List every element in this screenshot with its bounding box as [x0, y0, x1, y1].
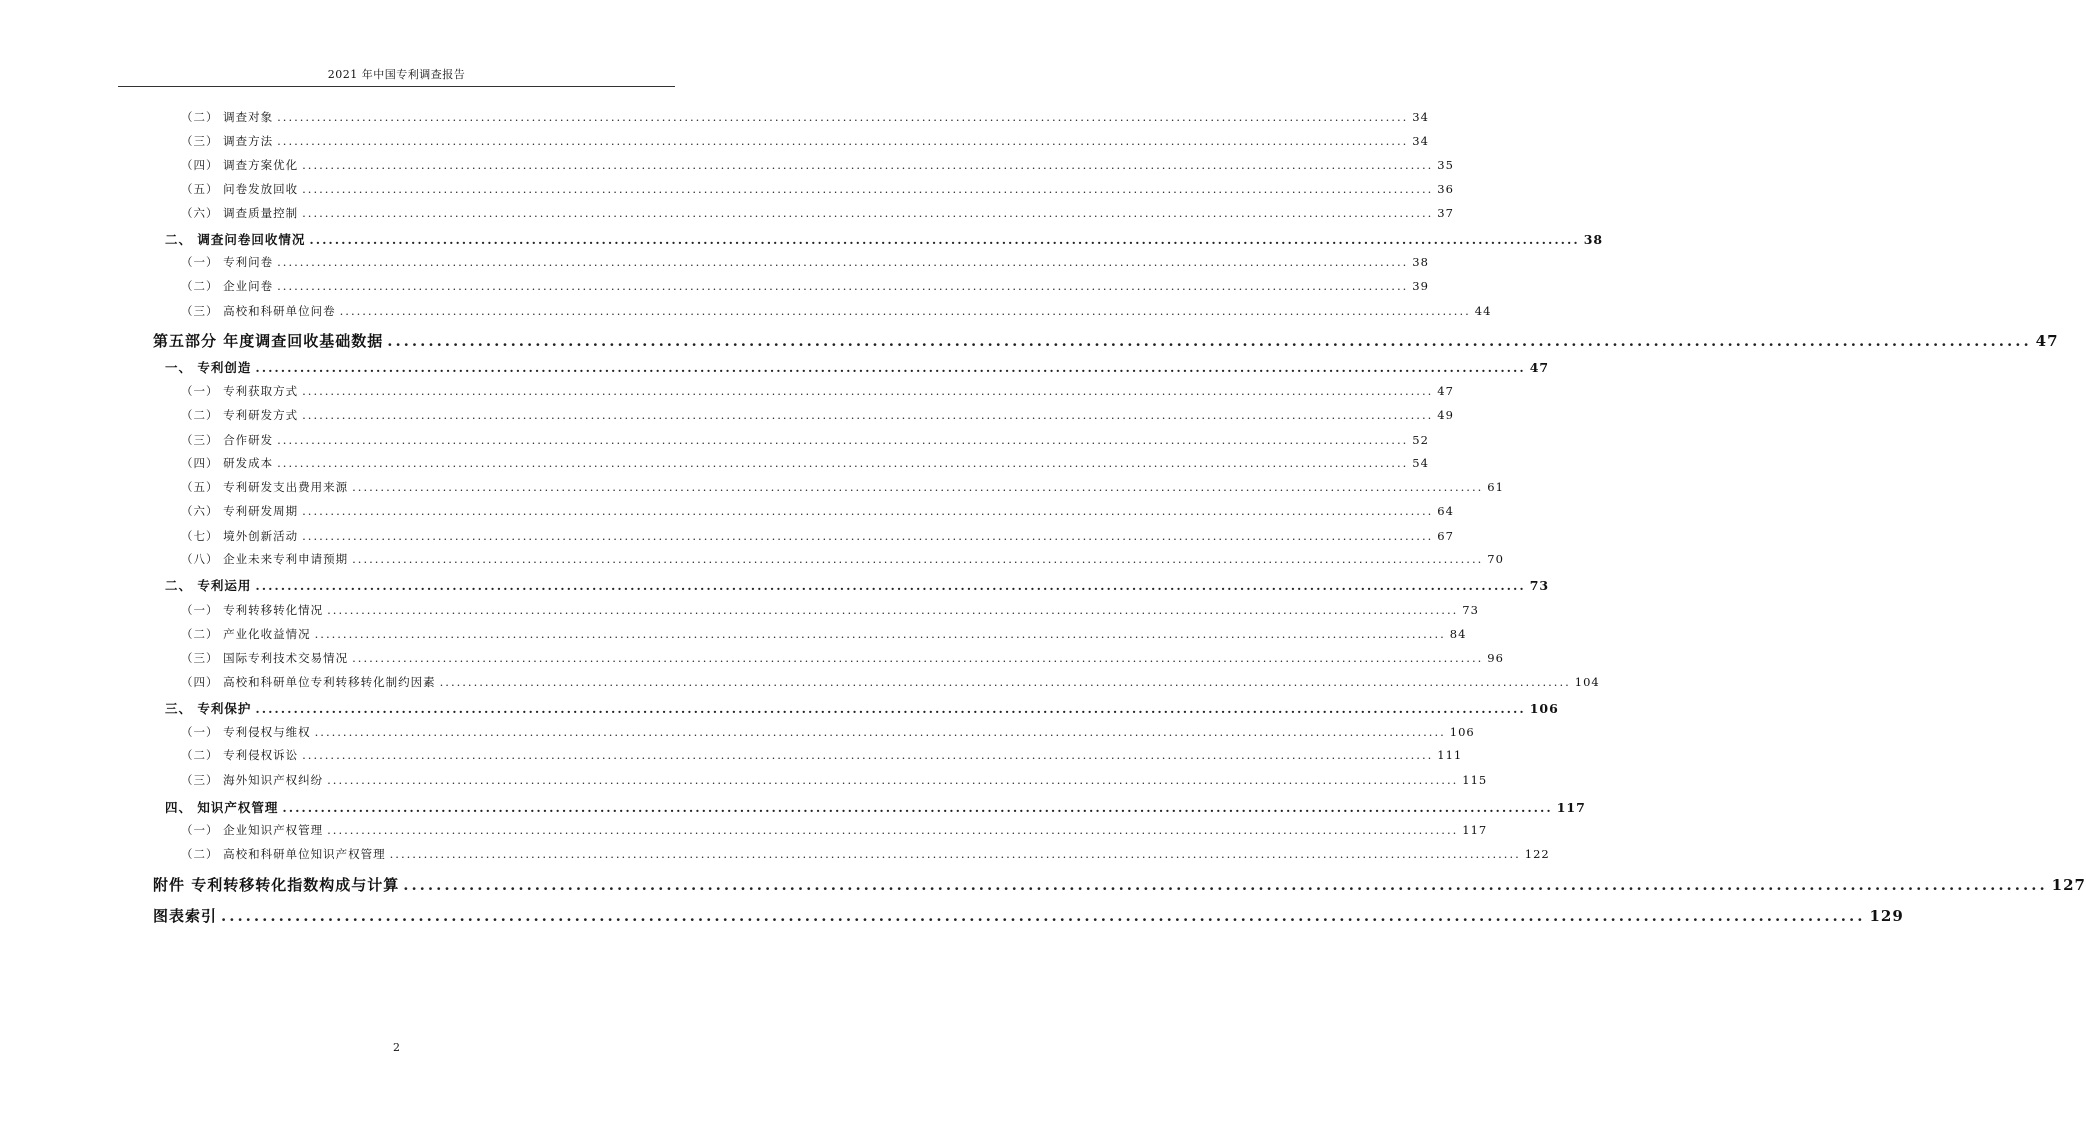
toc-leader-dots: ........................................................................................................................................................................................................: [277, 433, 1409, 447]
page-header-title: 2021 年中国专利调查报告: [327, 68, 466, 81]
toc-entry-label: （四） 研发成本: [181, 456, 274, 470]
toc-entry-label: （一） 专利侵权与维权: [181, 725, 311, 739]
toc-entry[interactable]: [165, 699, 1559, 717]
toc-entry-label: （二） 调查对象: [181, 110, 274, 124]
toc-entry-label: （三） 调查方法: [181, 134, 274, 148]
toc-leader-dots: ........................................................................................................................................................................................................: [277, 279, 1409, 293]
toc-entry-page: 117: [1462, 823, 1488, 837]
toc-entry-page: 73: [1529, 578, 1550, 593]
toc-leader-dots: ........................................................................................................................................................................................................: [302, 408, 1434, 422]
toc-leader-dots: ........................................................................................................................................................................................................: [255, 360, 1526, 375]
toc-leader-dots: ........................................................................................................................................................................................................: [314, 725, 1446, 739]
toc-leader-dots: ........................................................................................................................................................................................................: [339, 304, 1471, 318]
toc-entry-label: （一） 专利转移转化情况: [181, 603, 324, 617]
toc-leader-dots: ........................................................................................................................................................................................................: [277, 134, 1409, 148]
toc-entry[interactable]: [181, 626, 1467, 642]
toc-entry-page: 52: [1412, 433, 1429, 447]
toc-entry[interactable]: [181, 109, 1429, 125]
toc-entry-label: （一） 专利问卷: [181, 255, 274, 269]
toc-entry-label: 一、 专利创造: [165, 360, 252, 375]
toc-entry[interactable]: [181, 822, 1488, 838]
toc-leader-dots: ........................................................................................................................................................................................................: [352, 480, 1484, 494]
toc-leader-dots: ........................................................................................................................................................................................................: [302, 384, 1434, 398]
toc-entry[interactable]: [181, 278, 1429, 294]
toc-entry-page: 47: [1437, 384, 1454, 398]
toc-entry-label: （三） 高校和科研单位问卷: [181, 304, 336, 318]
toc-entry-label: （二） 专利侵权诉讼: [181, 748, 299, 762]
toc-entry-label: （七） 境外创新活动: [181, 529, 299, 543]
toc-leader-dots: ........................................................................................................................................................................................................: [277, 110, 1409, 124]
toc-entry-page: 115: [1462, 773, 1488, 787]
toc-entry[interactable]: [153, 905, 1904, 926]
header-divider: [118, 86, 675, 87]
toc-entry[interactable]: [181, 254, 1429, 270]
toc-leader-dots: ........................................................................................................................................................................................................: [255, 578, 1526, 593]
toc-leader-dots: ........................................................................................................................................................................................................: [302, 748, 1434, 762]
toc-entry-page: 44: [1474, 304, 1492, 318]
toc-entry-page: 49: [1437, 408, 1454, 422]
toc-entry[interactable]: [181, 602, 1479, 618]
toc-entry[interactable]: [181, 407, 1454, 423]
toc-leader-dots: ........................................................................................................................................................................................................: [282, 800, 1553, 815]
toc-entry-label: （三） 国际专利技术交易情况: [181, 651, 349, 665]
page-number: 2: [393, 1041, 400, 1054]
toc-entry[interactable]: [181, 479, 1504, 495]
toc-entry[interactable]: [165, 230, 1604, 248]
toc-leader-dots: ........................................................................................................................................................................................................: [327, 603, 1459, 617]
toc-entry-page: 111: [1437, 748, 1463, 762]
toc-entry-page: 34: [1412, 134, 1429, 148]
toc-leader-dots: ........................................................................................................................................................................................................: [302, 504, 1434, 518]
toc-leader-dots: ........................................................................................................................................................................................................: [277, 255, 1409, 269]
toc-entry-page: 122: [1524, 847, 1550, 861]
toc-entry[interactable]: [181, 650, 1504, 666]
toc-entry-page: 117: [1556, 800, 1586, 815]
toc-entry[interactable]: [181, 133, 1429, 149]
toc-leader-dots: ........................................................................................................................................................................................................: [302, 158, 1434, 172]
toc-entry-label: （二） 产业化收益情况: [181, 627, 311, 641]
toc-entry-page: 67: [1437, 529, 1454, 543]
toc-entry-label: （一） 企业知识产权管理: [181, 823, 324, 837]
toc-leader-dots: ........................................................................................................................................................................................................: [352, 651, 1484, 665]
toc-entry-label: （五） 专利研发支出费用来源: [181, 480, 349, 494]
toc-entry-page: 36: [1437, 182, 1454, 196]
toc-entry-label: （一） 专利获取方式: [181, 384, 299, 398]
toc-entry-page: 104: [1574, 675, 1600, 689]
toc-leader-dots: ........................................................................................................................................................................................................: [302, 529, 1434, 543]
toc-entry[interactable]: [153, 330, 2059, 351]
toc-entry-label: 附件 专利转移转化指数构成与计算: [153, 876, 400, 894]
toc-entry[interactable]: [181, 455, 1429, 471]
toc-entry[interactable]: [181, 846, 1550, 862]
toc-entry-label: （二） 企业问卷: [181, 279, 274, 293]
toc-entry-label: （五） 问卷发放回收: [181, 182, 299, 196]
toc-entry-label: 图表索引: [153, 907, 218, 925]
toc-entry-page: 38: [1412, 255, 1429, 269]
toc-leader-dots: ........................................................................................................................................................................................................: [314, 627, 1446, 641]
toc-entry[interactable]: [181, 181, 1454, 197]
toc-leader-dots: ........................................................................................................................................................................................................: [221, 907, 1866, 925]
toc-leader-dots: ........................................................................................................................................................................................................: [389, 847, 1521, 861]
toc-entry[interactable]: [181, 528, 1454, 544]
toc-entry-page: 129: [1869, 907, 1904, 925]
toc-leader-dots: ........................................................................................................................................................................................................: [309, 232, 1580, 247]
toc-entry[interactable]: [181, 383, 1454, 399]
toc-entry-page: 39: [1412, 279, 1429, 293]
toc-entry[interactable]: [181, 724, 1475, 740]
toc-entry-page: 35: [1437, 158, 1454, 172]
toc-leader-dots: ........................................................................................................................................................................................................: [327, 773, 1459, 787]
toc-entry-page: 106: [1449, 725, 1475, 739]
toc-leader-dots: ........................................................................................................................................................................................................: [302, 206, 1434, 220]
toc-entry-page: 127: [2051, 876, 2086, 894]
toc-entry-page: 38: [1583, 232, 1604, 247]
toc-entry-label: 三、 专利保护: [165, 701, 252, 716]
toc-entry[interactable]: [181, 503, 1454, 519]
toc-leader-dots: ........................................................................................................................................................................................................: [255, 701, 1526, 716]
toc-entry-label: （六） 专利研发周期: [181, 504, 299, 518]
toc-entry-page: 73: [1462, 603, 1479, 617]
toc-entry-page: 64: [1437, 504, 1454, 518]
toc-entry-label: （四） 调查方案优化: [181, 158, 299, 172]
toc-entry-page: 70: [1487, 552, 1504, 566]
toc-entry[interactable]: [181, 747, 1463, 763]
toc-entry[interactable]: [165, 576, 1550, 594]
toc-entry-label: （三） 合作研发: [181, 433, 274, 447]
toc-entry-label: 二、 专利运用: [165, 578, 252, 593]
toc-leader-dots: ........................................................................................................................................................................................................: [439, 675, 1571, 689]
toc-entry[interactable]: [153, 874, 2086, 895]
toc-entry-page: 61: [1487, 480, 1504, 494]
toc-entry-page: 54: [1412, 456, 1429, 470]
toc-entry-page: 84: [1449, 627, 1467, 641]
toc-leader-dots: ........................................................................................................................................................................................................: [277, 456, 1409, 470]
toc-entry-page: 37: [1437, 206, 1454, 220]
toc-entry[interactable]: [181, 303, 1492, 319]
toc-leader-dots: ........................................................................................................................................................................................................: [327, 823, 1459, 837]
toc-entry-label: （三） 海外知识产权纠纷: [181, 773, 324, 787]
toc-entry-label: （四） 高校和科研单位专利转移转化制约因素: [181, 675, 436, 689]
toc-entry-label: （二） 高校和科研单位知识产权管理: [181, 847, 386, 861]
toc-entry-page: 47: [1529, 360, 1550, 375]
toc-entry[interactable]: [181, 205, 1454, 221]
toc-entry[interactable]: [181, 157, 1454, 173]
toc-entry-page: 96: [1487, 651, 1504, 665]
toc-entry[interactable]: [181, 772, 1488, 788]
toc-leader-dots: ........................................................................................................................................................................................................: [387, 332, 2032, 350]
toc-entry-label: 四、 知识产权管理: [165, 800, 279, 815]
toc-leader-dots: ........................................................................................................................................................................................................: [302, 182, 1434, 196]
toc-entry[interactable]: [181, 551, 1504, 567]
toc-entry-page: 47: [2035, 332, 2059, 350]
toc-entry[interactable]: [165, 358, 1550, 376]
toc-entry-label: （二） 专利研发方式: [181, 408, 299, 422]
toc-leader-dots: ........................................................................................................................................................................................................: [403, 876, 2048, 894]
toc-entry-label: （六） 调查质量控制: [181, 206, 299, 220]
toc-entry-page: 106: [1529, 701, 1559, 716]
toc-entry-label: 二、 调查问卷回收情况: [165, 232, 306, 247]
toc-entry[interactable]: [165, 798, 1586, 816]
toc-entry-page: 34: [1412, 110, 1429, 124]
toc-entry-label: （八） 企业未来专利申请预期: [181, 552, 349, 566]
toc-leader-dots: ........................................................................................................................................................................................................: [352, 552, 1484, 566]
toc-entry-label: 第五部分 年度调查回收基础数据: [153, 332, 384, 350]
toc-entry[interactable]: [181, 674, 1600, 690]
toc-entry[interactable]: [181, 432, 1429, 448]
